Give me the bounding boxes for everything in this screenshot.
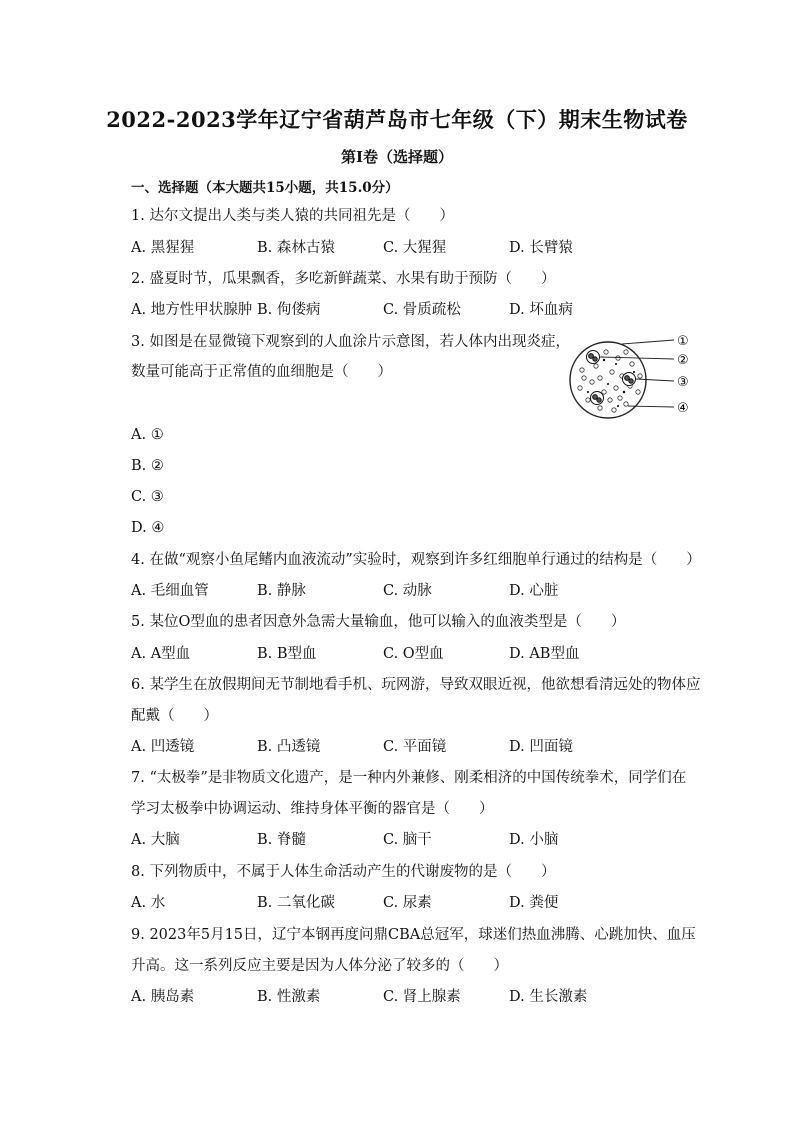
question-1-options [131,238,691,258]
option-b[interactable]: B. 佝偻病 [257,302,321,318]
option-b[interactable]: B. 静脉 [257,583,306,599]
question-4-options [131,581,691,601]
question-5-stem: 5. 某位O型血的患者因意外急需大量输血，他可以输入的血液类型是（ ） [131,614,626,630]
option-d[interactable]: D. AB型血 [509,646,580,662]
question-5-options [131,644,691,664]
option-c[interactable]: C. 肾上腺素 [383,989,461,1005]
option-d[interactable]: D. 凹面镜 [509,739,573,755]
question-9-stem-line-1: 9. 2023年5月15日，辽宁本钢再度问鼎CBA总冠军，球迷们热血沸腾、心跳加快、血压 [131,927,696,943]
option-b[interactable]: B. B型血 [257,646,317,662]
option-d[interactable]: D. ④ [131,520,165,536]
question-3-stem-line-2: 数量可能高于正常值的血细胞是（ ） [131,364,392,380]
option-d[interactable]: D. 小脑 [509,832,559,848]
option-c[interactable]: C. ③ [131,489,164,505]
question-3-stem-line-1: 3. 如图是在显微镜下观察到的人血涂片示意图，若人体内出现炎症， [131,334,570,350]
question-2-stem: 2. 盛夏时节，瓜果飘香，多吃新鲜蔬菜、水果有助于预防（ ） [131,271,556,287]
option-a[interactable]: A. A型血 [131,646,191,662]
option-a[interactable]: A. 凹透镜 [131,739,195,755]
option-a[interactable]: A. 黑猩猩 [131,240,195,256]
question-1-stem: 1. 达尔文提出人类与类人猿的共同祖先是（ ） [131,208,454,224]
question-6-options [131,737,691,757]
option-c[interactable]: C. 动脉 [383,583,432,599]
blood-smear-image [560,330,700,430]
question-7-stem-line-2: 学习太极拳中协调运动、维持身体平衡的器官是（ ） [131,801,494,817]
option-b[interactable]: B. 脊髓 [257,832,306,848]
option-d[interactable]: D. 粪便 [509,895,559,911]
option-b[interactable]: B. 性激素 [257,989,321,1005]
option-d[interactable]: D. 生长激素 [509,989,588,1005]
option-c[interactable]: C. 骨质疏松 [383,302,461,318]
option-a[interactable]: A. 大脑 [131,832,180,848]
option-d[interactable]: D. 长臂猿 [509,240,573,256]
white-blood-cell [623,373,636,386]
option-a[interactable]: A. 水 [131,895,166,911]
question-9-options [131,987,691,1007]
option-b[interactable]: B. ② [131,458,164,474]
page-title: 2022-2023学年辽宁省葫芦岛市七年级（下）期末生物试卷 [106,107,688,132]
question-7-options [131,830,691,850]
option-b[interactable]: B. 凸透镜 [257,739,321,755]
question-9-stem-line-2: 升高。这一系列反应主要是因为人体分泌了较多的（ ） [131,958,508,974]
section-heading: 一、选择题（本大题共15小题，共15.0分） [131,180,399,196]
question-4-stem: 4. 在做“观察小鱼尾鳍内血液流动”实验时，观察到许多红细胞单行通过的结构是（ ） [131,552,701,568]
question-6-stem-line-1: 6. 某学生在放假期间无节制地看手机、玩网游，导致双眼近视，他欲想看清远处的物体应 [131,677,701,693]
option-c[interactable]: C. 尿素 [383,895,432,911]
question-6-stem-line-2: 配戴（ ） [131,708,218,724]
option-a[interactable]: A. ① [131,427,164,443]
option-a[interactable]: A. 胰岛素 [131,989,195,1005]
question-7-stem-line-1: 7. “太极拳”是非物质文化遗产，是一种内外兼修、刚柔相济的中国传统拳术，同学们在 [131,770,687,786]
white-blood-cell [587,351,600,364]
label-3: ③ [677,375,689,390]
blood-smear-diagram [560,330,700,430]
label-1: ① [677,334,689,349]
white-blood-cell [591,392,604,405]
question-8-options [131,893,691,913]
option-b[interactable]: B. 二氧化碳 [257,895,335,911]
option-d[interactable]: D. 心脏 [509,583,559,599]
option-a[interactable]: A. 毛细血管 [131,583,209,599]
option-c[interactable]: C. O型血 [383,646,444,662]
label-4: ④ [677,401,689,416]
option-c[interactable]: C. 脑干 [383,832,432,848]
option-a[interactable]: A. 地方性甲状腺肿 [131,302,253,318]
page-subtitle: 第I卷（选择题） [340,148,454,166]
question-2-options [131,300,691,320]
question-8-stem: 8. 下列物质中，不属于人体生命活动产生的代谢废物的是（ ） [131,864,556,880]
label-2: ② [677,353,689,368]
option-c[interactable]: C. 平面镜 [383,739,447,755]
option-d[interactable]: D. 坏血病 [509,302,573,318]
option-b[interactable]: B. 森林古猿 [257,240,335,256]
option-c[interactable]: C. 大猩猩 [383,240,447,256]
